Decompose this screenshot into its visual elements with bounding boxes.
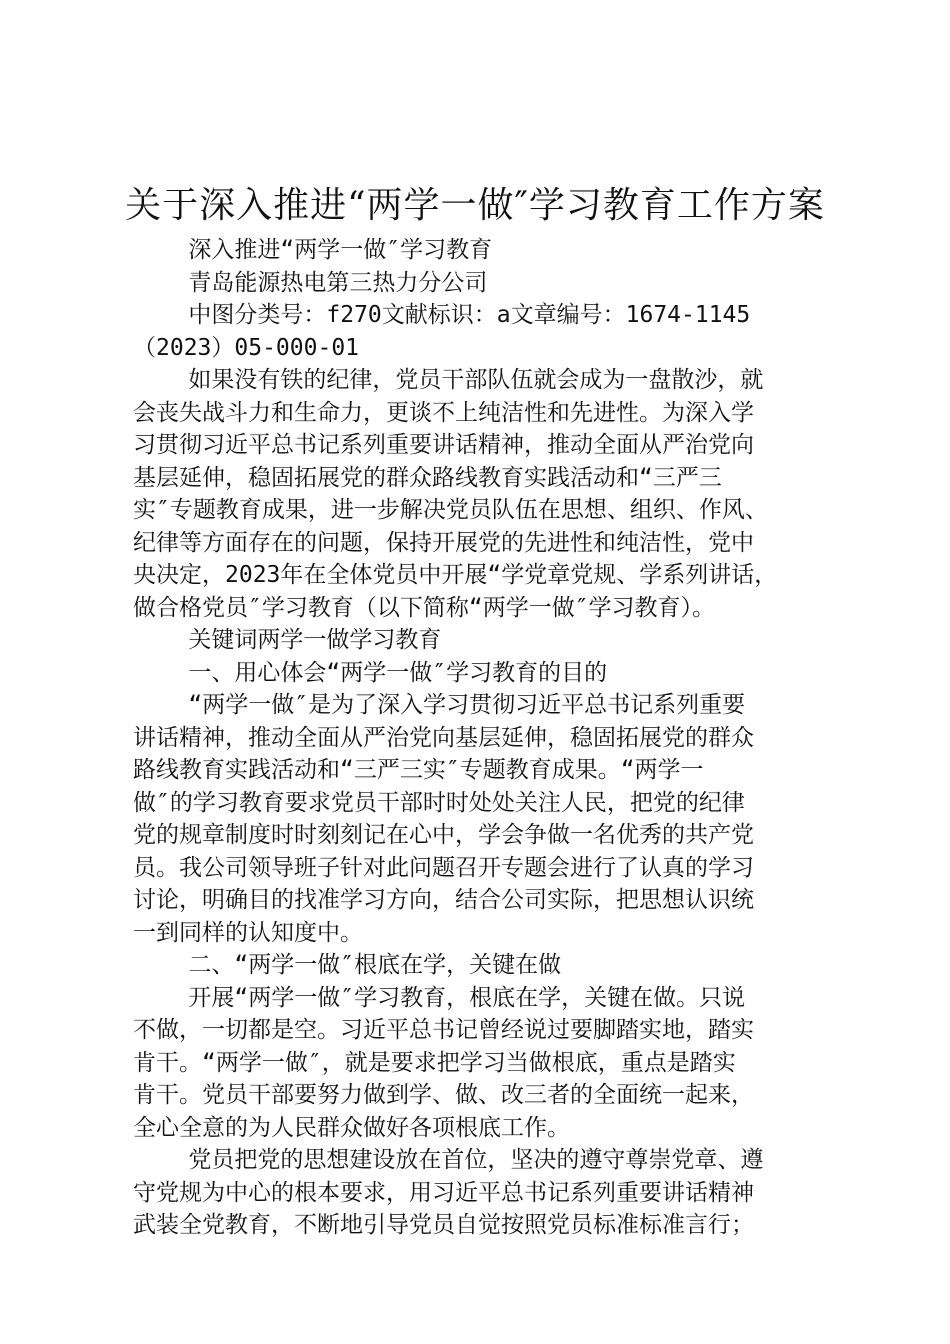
body-line: 会丧失战斗力和生命力，更谈不上纯洁性和先进性。为深入学 bbox=[133, 399, 754, 426]
body-line: 纪律等方面存在的问题，保持开展党的先进性和纯洁性，党中 bbox=[133, 529, 754, 556]
body-line: 一到同样的认知度中。 bbox=[133, 919, 363, 946]
body-line: 讨论，明确目的找准学习方向，结合公司实际，把思想认识统 bbox=[133, 887, 754, 913]
document-body bbox=[133, 234, 817, 1242]
body-line: 二、“两学一做″根底在学，关键在做 bbox=[133, 952, 562, 978]
body-line: 不做，一切都是空。习近平总书记曾经说过要脚踏实地，踏实 bbox=[133, 1017, 754, 1043]
body-line: 党员把党的思想建设放在首位，坚决的遵守尊崇党章、遵 bbox=[133, 1147, 764, 1173]
body-line: 深入推进“两学一做″学习教育 bbox=[133, 237, 493, 263]
body-line: 做合格党员″学习教育（以下简称“两学一做″学习教育）。 bbox=[133, 594, 716, 621]
body-line: 青岛能源热电第三热力分公司 bbox=[133, 269, 488, 296]
body-line: 关键词两学一做学习教育 bbox=[133, 627, 442, 653]
body-line: 中图分类号：f270文献标识：a文章编号：1674-1145 bbox=[133, 302, 751, 328]
body-line: 肯干。党员干部要努力做到学、做、改三者的全面统一起来， bbox=[133, 1082, 754, 1108]
body-line: 武装全党教育，不断地引导党员自觉按照党员标准标准言行； bbox=[133, 1212, 754, 1238]
body-line: 守党规为中心的根本要求，用习近平总书记系列重要讲话精神 bbox=[133, 1179, 754, 1206]
body-line: “两学一做″是为了深入学习贯彻习近平总书记系列重要 bbox=[133, 692, 746, 718]
body-line: 员。我公司领导班子针对此问题召开专题会进行了认真的学习 bbox=[133, 854, 754, 881]
body-line: 讲话精神，推动全面从严治党向基层延伸，稳固拓展党的群众 bbox=[133, 724, 754, 751]
body-line: 做″的学习教育要求党员干部时时处处关注人民，把党的纪律 bbox=[133, 789, 745, 816]
body-line: 路线教育实践活动和“三严三实″专题教育成果。“两学一 bbox=[133, 757, 704, 783]
document-title: 关于深入推进“两学一做″学习教育工作方案 bbox=[125, 185, 825, 226]
body-line: 开展“两学一做″学习教育，根底在学，关键在做。只说 bbox=[133, 984, 746, 1011]
body-line: 实″专题教育成果，进一步解决党员队伍在思想、组织、作风、 bbox=[133, 497, 768, 523]
body-line: 习贯彻习近平总书记系列重要讲话精神，推动全面从严治党向 bbox=[133, 432, 754, 458]
body-line: 党的规章制度时时刻刻记在心中，学会争做一名优秀的共产党 bbox=[133, 822, 754, 848]
body-line: 肯干。“两学一做″，就是要求把学习当做根底，重点是踏实 bbox=[133, 1049, 736, 1076]
body-line: 一、用心体会“两学一做″学习教育的目的 bbox=[133, 659, 608, 686]
body-line: 基层延伸，稳固拓展党的群众路线教育实践活动和“三严三 bbox=[133, 464, 722, 491]
body-line: （2023）05-000-01 bbox=[133, 334, 360, 361]
body-line: 全心全意的为人民群众做好各项根底工作。 bbox=[133, 1114, 570, 1141]
body-line: 如果没有铁的纪律，党员干部队伍就会成为一盘散沙，就 bbox=[133, 367, 764, 393]
body-line: 央决定，2023年在全体党员中开展“学党章党规、学系列讲话， bbox=[133, 562, 778, 588]
